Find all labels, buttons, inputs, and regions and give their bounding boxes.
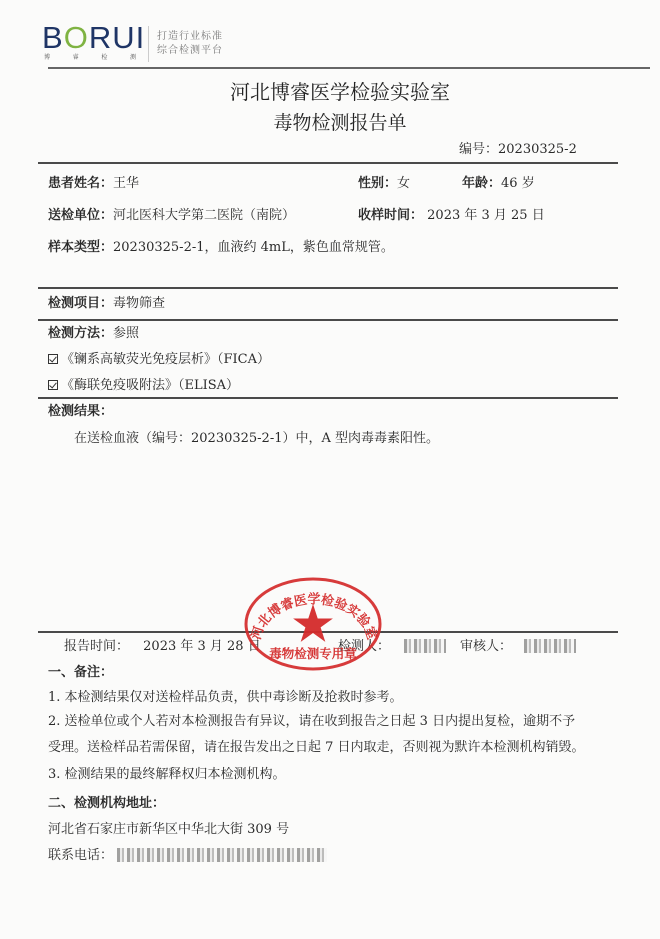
sample-type-label: 样本类型： xyxy=(48,240,114,255)
logo-sub-char: 睿 xyxy=(72,54,79,61)
patient-age-value: 46 岁 xyxy=(501,176,535,191)
received-time-label: 收样时间： xyxy=(358,208,424,223)
reviewer xyxy=(460,639,576,655)
test-method-label: 检测方法： xyxy=(48,326,114,341)
slogan-line-2: 综合检测平台 xyxy=(157,45,223,56)
patient-gender-value: 女 xyxy=(397,176,411,191)
patient-name-value: 王华 xyxy=(113,176,140,191)
note-item: 1. 本检测结果仅对送检样品负责，供中毒诊断及抢救时参考。 xyxy=(48,690,403,705)
patient-age-label: 年龄： xyxy=(462,176,502,191)
tester-signature-redacted xyxy=(404,639,446,653)
logo-letter-b: B xyxy=(42,20,64,55)
report-number-value: 20230325-2 xyxy=(498,142,577,157)
official-seal-stamp xyxy=(243,576,383,672)
stamp-bottom-text: 毒物检测专用章 xyxy=(269,646,357,661)
test-result-label: 检测结果： xyxy=(48,404,114,419)
patient-age xyxy=(462,176,535,192)
report-time-value: 2023 年 3 月 28 日 xyxy=(143,639,261,654)
submitting-unit xyxy=(48,208,295,224)
patient-gender-label: 性别： xyxy=(358,176,398,191)
submitting-unit-value: 河北医科大学第二医院（南院） xyxy=(113,208,296,223)
sample-type-value: 20230325-2-1，血液约 4mL，紫色血常规管。 xyxy=(113,240,394,255)
submitting-unit-label: 送检单位： xyxy=(48,208,114,223)
phone-label: 联系电话： xyxy=(48,848,114,863)
divider xyxy=(38,287,618,289)
test-method xyxy=(48,326,139,342)
stamp-arc-text: 河北博睿医学检验实验室 xyxy=(249,592,379,642)
test-item-label: 检测项目： xyxy=(48,296,114,311)
patient-name xyxy=(48,176,139,192)
borui-logo xyxy=(42,22,145,54)
test-result-value: 在送检血液（编号：20230325-2-1）中，A 型肉毒毒素阳性。 xyxy=(74,431,440,446)
report-number-label: 编号： xyxy=(459,142,499,157)
report-number xyxy=(459,142,577,158)
report-time-label: 报告时间： xyxy=(64,639,130,654)
phone xyxy=(48,848,327,864)
note-item: 3. 检测结果的最终解释权归本检测机构。 xyxy=(48,767,286,782)
logo-divider xyxy=(148,26,149,62)
method-option-fica xyxy=(48,352,270,368)
test-method-value: 参照 xyxy=(113,326,140,341)
logo-letter-o: O xyxy=(63,20,89,55)
notes-heading: 一、备注： xyxy=(48,665,114,680)
header-divider xyxy=(48,67,650,69)
divider xyxy=(38,319,618,321)
method-option-label: 《酶联免疫吸附法》（ELISA） xyxy=(61,378,240,393)
reviewer-signature-redacted xyxy=(524,639,576,653)
slogan-line-1: 打造行业标准 xyxy=(157,31,223,42)
test-item-value: 毒物筛查 xyxy=(113,296,166,311)
logo-letters-rui: RUI xyxy=(88,20,146,55)
test-item xyxy=(48,296,165,312)
divider xyxy=(38,162,618,164)
received-time xyxy=(358,208,545,224)
logo-sub-char: 检 xyxy=(101,54,108,61)
note-item: 2. 送检单位或个人若对本检测报告有异议，请在收到报告之日起 3 日内提出复检，逾期不予 xyxy=(48,714,576,729)
logo-subtitle xyxy=(44,52,136,61)
checkbox-checked-icon xyxy=(48,380,58,390)
sample-type xyxy=(48,240,394,256)
reviewer-label: 审核人： xyxy=(460,639,513,654)
method-option-label: 《镧系高敏荧光免疫层析》（FICA） xyxy=(61,352,270,367)
star-icon xyxy=(293,604,333,642)
logo-sub-char: 测 xyxy=(129,54,136,61)
report-time xyxy=(64,639,261,655)
method-option-elisa xyxy=(48,378,239,394)
address-value: 河北省石家庄市新华区中华北大街 309 号 xyxy=(48,822,290,837)
patient-gender xyxy=(358,176,410,192)
lab-name: 河北博睿医学检验实验室 xyxy=(230,80,450,104)
tester-label: 检测人： xyxy=(338,639,391,654)
phone-number-redacted xyxy=(117,848,327,862)
address-heading: 二、检测机构地址： xyxy=(48,796,166,811)
logo-sub-char: 博 xyxy=(44,54,51,61)
patient-name-label: 患者姓名： xyxy=(48,176,114,191)
received-time-value: 2023 年 3 月 25 日 xyxy=(427,208,545,223)
note-item: 受理。送检样品若需保留，请在报告发出之日起 7 日内取走，否则视为默许本检测机构销毁。 xyxy=(48,740,585,755)
divider xyxy=(38,397,618,399)
report-title: 毒物检测报告单 xyxy=(273,112,407,134)
checkbox-checked-icon xyxy=(48,354,58,364)
